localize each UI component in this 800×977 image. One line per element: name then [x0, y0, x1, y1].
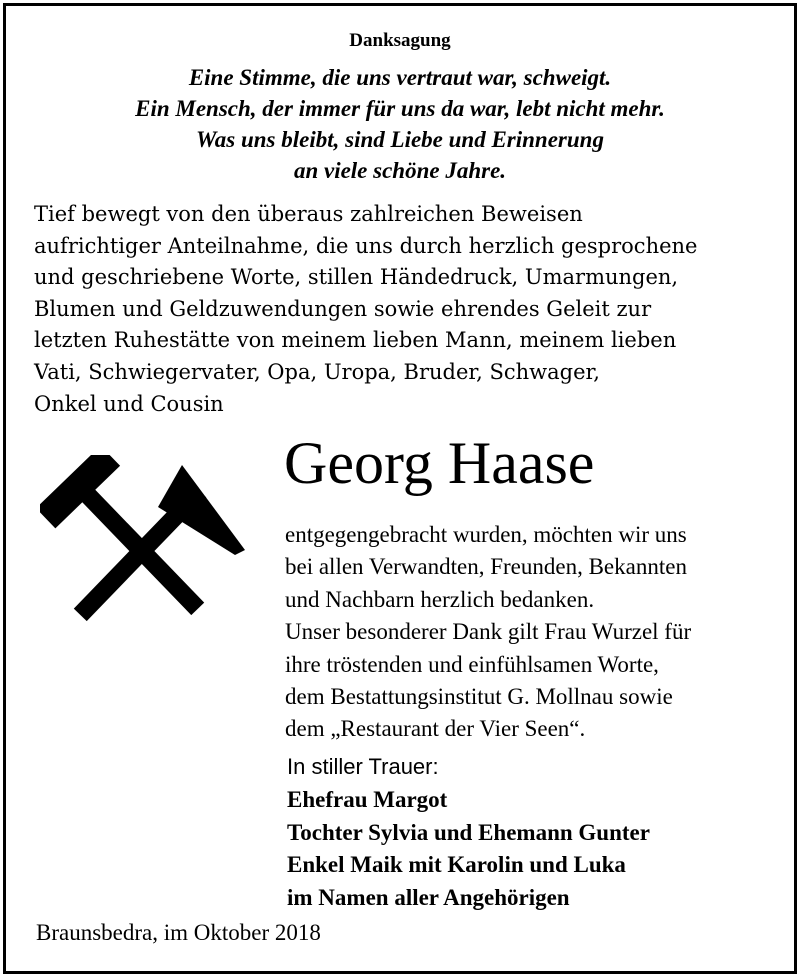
family-line: Ehefrau Margot — [287, 787, 448, 812]
thanks-line: dem „Restaurant der Vier Seen“. — [285, 716, 586, 742]
pick-head — [158, 465, 245, 555]
thanks-line: bei allen Verwandten, Freunden, Bekannten — [285, 554, 687, 580]
thanks-line: entgegengebracht wurden, möchten wir uns — [285, 522, 687, 547]
poem-line: Eine Stimme, die uns vertraut war, schweigt. — [188, 65, 612, 90]
mourning-label: In stiller Trauer: — [287, 754, 439, 779]
thanks-paragraph — [285, 519, 785, 746]
thanks-line: ihre tröstenden und einfühlsamen Worte, — [285, 651, 659, 677]
place-date: Braunsbedra, im Oktober 2018 — [36, 920, 321, 945]
intro-line: letzten Ruhestätte von meinem lieben Mann, meinem lieben — [34, 328, 677, 353]
family-line: im Namen aller Angehörigen — [287, 884, 570, 910]
intro-line: und geschriebene Worte, stillen Händedruck, Umarmungen, — [34, 265, 679, 290]
poem-line: Ein Mensch, der immer für uns da war, lebt nicht mehr. — [135, 96, 665, 121]
hammer-and-pick-icon — [40, 455, 250, 645]
intro-line: Onkel und Cousin — [34, 391, 224, 416]
family-line: Tochter Sylvia und Ehemann Gunter — [287, 819, 650, 845]
intro-line: aufrichtiger Anteilnahme, die uns durch herzlich gesprochene — [34, 233, 698, 258]
intro-line: Vati, Schwiegervater, Opa, Uropa, Bruder, Schwager, — [34, 359, 600, 384]
family-line: Enkel Maik mit Karolin und Luka — [287, 852, 626, 877]
poem — [0, 62, 800, 186]
thanks-line: Unser besonderer Dank gilt Frau Wurzel für — [285, 619, 692, 645]
notice-title: Danksagung — [349, 30, 451, 51]
thanks-line: dem Bestattungsinstitut G. Mollnau sowie — [285, 684, 673, 710]
poem-line: an viele schöne Jahre. — [293, 158, 507, 183]
family-list — [287, 784, 650, 914]
intro-line: Blumen und Geldzuwendungen sowie ehrendes Geleit zur — [34, 296, 652, 321]
deceased-name: Georg Haase — [284, 430, 595, 496]
intro-paragraph — [34, 199, 774, 420]
intro-line: Tief bewegt von den überaus zahlreichen Beweisen — [34, 202, 583, 226]
poem-line: Was uns bleibt, sind Liebe und Erinnerung — [196, 127, 604, 152]
thanks-line: und Nachbarn herzlich bedanken. — [285, 586, 595, 612]
